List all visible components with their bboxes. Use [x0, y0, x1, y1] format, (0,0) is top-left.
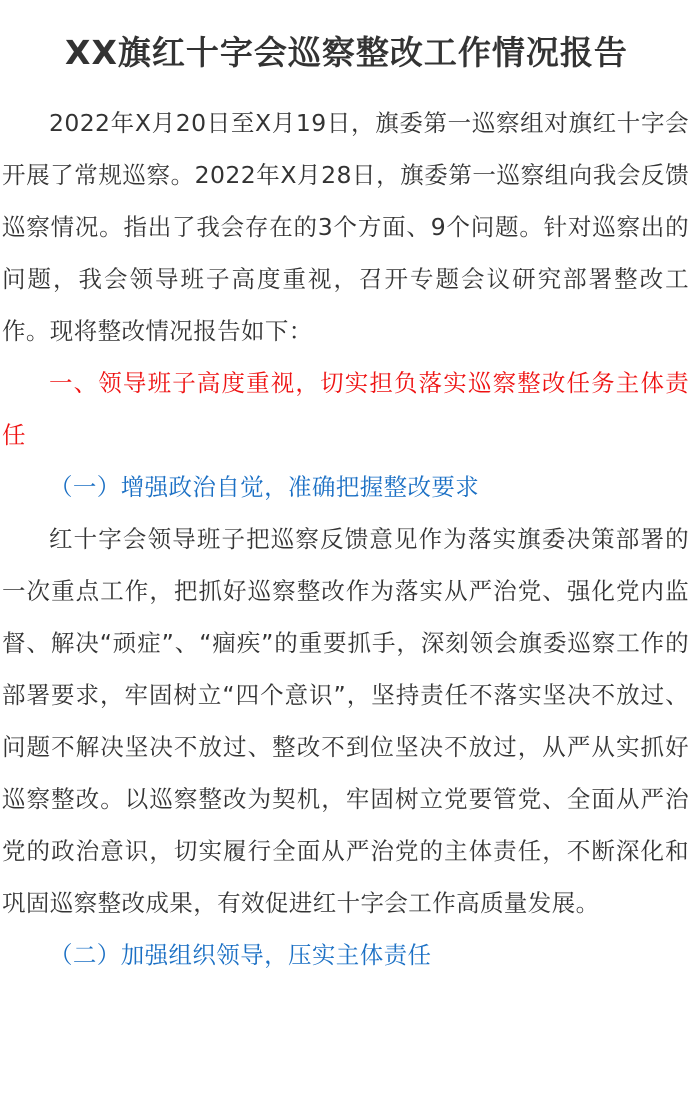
- subsection-heading-1: （一）增强政治自觉，准确把握整改要求: [49, 473, 480, 501]
- document-body: [0, 97, 693, 981]
- document-title: XX旗红十字会巡察整改工作情况报告: [65, 33, 628, 72]
- section-heading-1: 一、领导班子高度重视，切实担负落实巡察整改任务主体责任: [2, 369, 689, 449]
- intro-paragraph: 2022年X月20日至X月19日，旗委第一巡察组对旗红十字会开展了常规巡察。2022年X月28日，旗委第一巡察组向我会反馈巡察情况。指出了我会存在的3个方面、9个问题。针对巡察出的问题，我会领导班子高度重视，召开专题会议研究部署整改工作。现将整改情况报告如下：: [2, 109, 689, 345]
- subsection-heading-2: （二）加强组织领导，压实主体责任: [49, 941, 432, 969]
- body-paragraph-1: 红十字会领导班子把巡察反馈意见作为落实旗委决策部署的一次重点工作，把抓好巡察整改作为落实从严治党、强化党内监督、解决“顽症”、“痼疾”的重要抓手，深刻领会旗委巡察工作的部署要求，牢固树立“四个意识”，坚持责任不落实坚决不放过、问题不解决坚决不放过、整改不到位坚决不放过，从严从实抓好巡察整改。以巡察整改为契机，牢固树立党要管党、全面从严治党的政治意识，切实履行全面从严治党的主体责任，不断深化和巩固巡察整改成果，有效促进红十字会工作高质量发展。: [2, 525, 689, 917]
